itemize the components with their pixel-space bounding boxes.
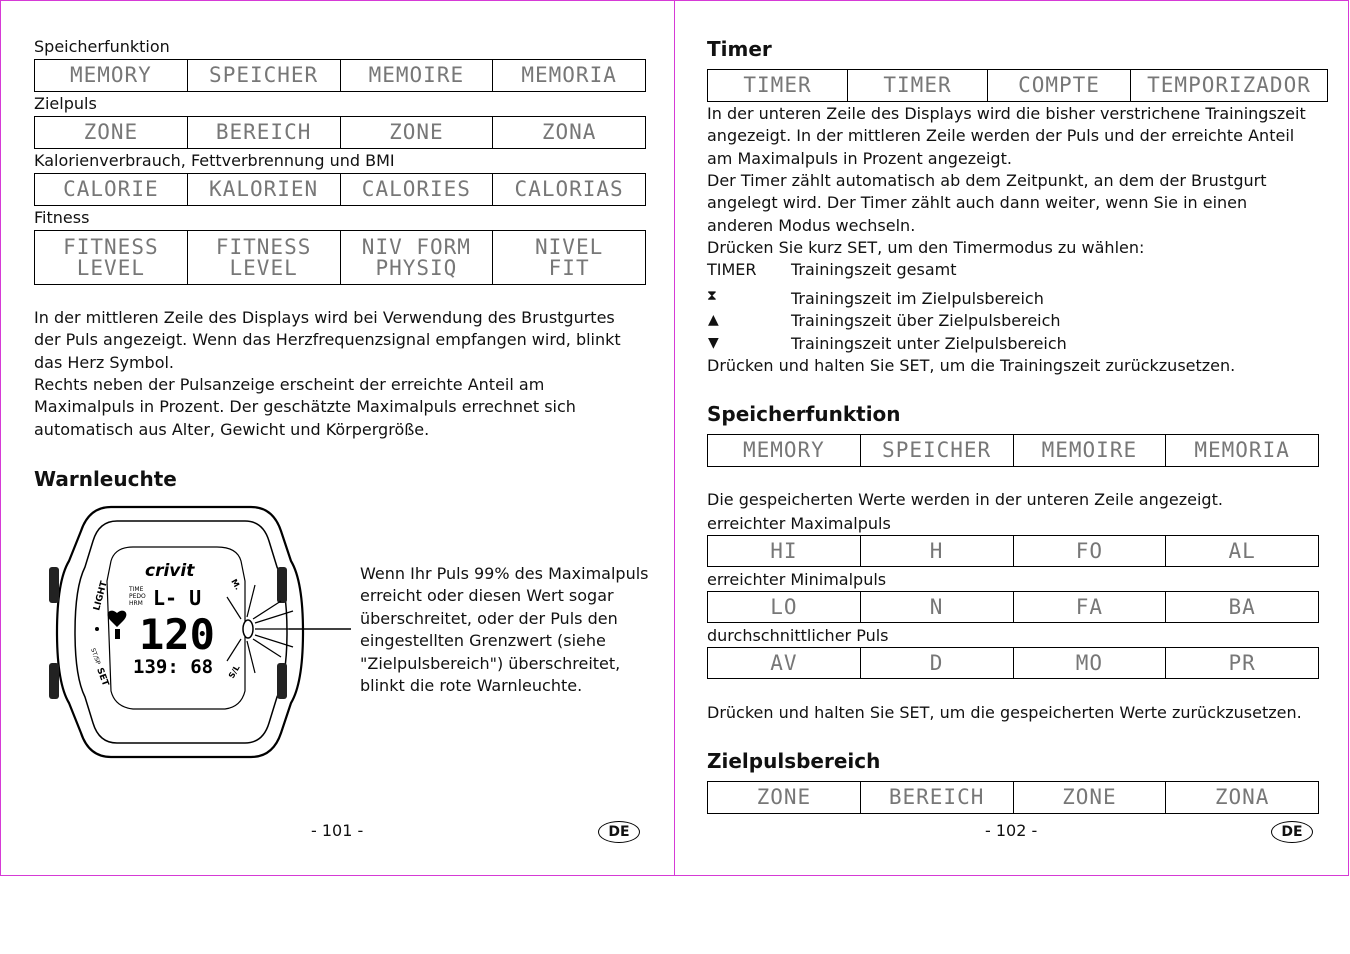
- lcd-cell: CALORIES: [340, 174, 493, 206]
- lcd-cell: MEMOIRE: [340, 60, 493, 92]
- zielpuls-heading: Zielpulsbereich: [707, 749, 881, 773]
- lcd-cell: ZONE: [708, 782, 861, 814]
- lcd-cell: FITNESS LEVEL: [35, 231, 188, 285]
- svg-text:SET: SET: [94, 666, 111, 688]
- svg-text:120: 120: [139, 610, 215, 659]
- min-label: erreichter Minimalpuls: [707, 570, 887, 589]
- triangle-down-icon: ▼: [708, 335, 719, 351]
- lcd-cell: MEMORIA: [1166, 435, 1319, 467]
- zielpuls-label: Zielpuls: [34, 94, 97, 113]
- speicher-reset-text: Drücken und halten Sie SET, um die gespeicherten Werte zurückzusetzen.: [707, 703, 1302, 722]
- avg-table: [707, 647, 1319, 679]
- fitness-table: [34, 230, 646, 285]
- left-page: [0, 0, 675, 876]
- timer-mode-desc: Trainingszeit unter Zielpulsbereich: [791, 334, 1067, 353]
- lcd-cell: AV: [708, 648, 861, 679]
- lcd-cell: ZONE: [340, 117, 493, 149]
- svg-text:ST/SP: ST/SP: [89, 647, 102, 666]
- lcd-cell: HI: [708, 536, 861, 567]
- lcd-cell: KALORIEN: [187, 174, 340, 206]
- timer-paragraph-3: Drücken Sie kurz SET, um den Timermodus zu wählen:: [707, 238, 1145, 257]
- language-badge: DE: [598, 821, 640, 843]
- paragraph-maximalpuls: Rechts neben der Pulsanzeige erscheint der erreichte Anteil am Maximalpuls in Prozent. Der geschätzte Maximalpuls errechnet sich automatisch aus Alter, Gewicht und Körpergröße.: [34, 375, 576, 439]
- lcd-cell: TIMER: [848, 70, 988, 102]
- speicher-paragraph: Die gespeicherten Werte werden in der unteren Zeile angezeigt.: [707, 490, 1223, 509]
- timer-mode-desc: Trainingszeit über Zielpulsbereich: [791, 311, 1061, 330]
- lcd-cell: PR: [1166, 648, 1319, 679]
- set-button-shape: [49, 663, 59, 699]
- warnleuchte-text: Wenn Ihr Puls 99% des Maximalpuls erreicht oder diesen Wert sogar überschreitet, oder der Puls den eingestellten Grenzwert (siehe "Zielpulsbereich") überschreitet, blinkt die rote Warnleuchte.: [360, 564, 649, 696]
- triangle-up-icon: ▲: [708, 312, 719, 328]
- kalorien-table: [34, 173, 646, 206]
- lcd-cell: CALORIAS: [493, 174, 646, 206]
- speicher-label: Speicherfunktion: [34, 37, 170, 56]
- mode-button-shape: [277, 567, 287, 603]
- lcd-cell: FITNESS LEVEL: [187, 231, 340, 285]
- lcd-cell: ZONE: [1013, 782, 1166, 814]
- timer-paragraph-2: Der Timer zählt automatisch ab dem Zeitpunkt, an dem der Brustgurt angelegt wird. Der Timer zählt auch dann weiter, wenn Sie in einen anderen Modus wechseln.: [707, 171, 1267, 235]
- lcd-cell: MEMOIRE: [1013, 435, 1166, 467]
- lcd-cell: TIMER: [708, 70, 848, 102]
- lcd-cell: NIVEL FIT: [493, 231, 646, 285]
- brand-logo: crivit: [145, 561, 195, 581]
- lcd-cell: BEREICH: [860, 782, 1013, 814]
- timer-table: [707, 69, 1328, 102]
- svg-text:139: 68: 139: 68: [133, 656, 214, 678]
- lcd-cell: LO: [708, 592, 861, 623]
- lcd-cell: MEMORY: [35, 60, 188, 92]
- zielpuls-table: [34, 116, 646, 149]
- svg-text:LIGHT: LIGHT: [92, 580, 110, 612]
- lcd-cell: NIV FORM PHYSIQ: [340, 231, 493, 285]
- lcd-cell: H: [860, 536, 1013, 567]
- avg-label: durchschnittlicher Puls: [707, 626, 889, 645]
- min-table: [707, 591, 1319, 623]
- lcd-cell: SPEICHER: [187, 60, 340, 92]
- kalorien-label: Kalorienverbrauch, Fettverbrennung und BMI: [34, 151, 395, 170]
- watch-illustration: [41, 501, 353, 763]
- max-table: [707, 535, 1319, 567]
- max-label: erreichter Maximalpuls: [707, 514, 891, 533]
- lcd-cell: ZONA: [493, 117, 646, 149]
- paragraph-puls: In der mittleren Zeile des Displays wird bei Verwendung des Brustgurtes der Puls angezeigt. Wenn das Herzfrequenzsignal empfangen wird, blinkt das Herz Symbol.: [34, 308, 621, 372]
- svg-text:L- U: L- U: [153, 586, 202, 610]
- lcd-cell: N: [860, 592, 1013, 623]
- timer-mode-key: TIMER: [707, 260, 757, 279]
- lcd-cell: MEMORY: [708, 435, 861, 467]
- fitness-label: Fitness: [34, 208, 90, 227]
- lcd-cell: FA: [1013, 592, 1166, 623]
- speicher-table: [34, 59, 646, 92]
- svg-text:PEDO: PEDO: [129, 593, 146, 600]
- lcd-cell: MO: [1013, 648, 1166, 679]
- lcd-cell: TEMPORIZADOR: [1131, 70, 1328, 102]
- lcd-cell: SPEICHER: [860, 435, 1013, 467]
- language-badge: DE: [1271, 821, 1313, 843]
- lcd-cell: BA: [1166, 592, 1319, 623]
- lcd-cell: CALORIE: [35, 174, 188, 206]
- speicher-table: [707, 434, 1319, 467]
- timer-mode-desc: Trainingszeit gesamt: [791, 260, 957, 279]
- heart-icon: [108, 611, 127, 627]
- timer-heading: Timer: [707, 37, 772, 61]
- svg-text:S/L: S/L: [226, 663, 242, 680]
- timer-mode-desc: Trainingszeit im Zielpulsbereich: [791, 289, 1044, 308]
- speicher-heading: Speicherfunktion: [707, 402, 901, 426]
- lcd-cell: COMPTE: [988, 70, 1131, 102]
- svg-text:TIME: TIME: [129, 586, 144, 593]
- lcd-cell: D: [860, 648, 1013, 679]
- hourglass-icon: ⧗: [707, 288, 717, 304]
- lcd-cell: ZONE: [35, 117, 188, 149]
- timer-reset-text: Drücken und halten Sie SET, um die Trainingszeit zurückzusetzen.: [707, 356, 1236, 375]
- zielpuls-table: [707, 781, 1319, 814]
- svg-text:HRM: HRM: [129, 600, 143, 607]
- lcd-cell: FO: [1013, 536, 1166, 567]
- page-number: - 101 -: [311, 821, 364, 840]
- page-number: - 102 -: [985, 821, 1038, 840]
- lcd-cell: AL: [1166, 536, 1319, 567]
- lcd-cell: ZONA: [1166, 782, 1319, 814]
- light-button-shape: [49, 567, 59, 603]
- svg-text:M.: M.: [229, 577, 243, 592]
- sl-button-shape: [277, 663, 287, 699]
- timer-paragraph-1: In der unteren Zeile des Displays wird die bisher verstrichene Trainingszeit angezeigt. In der mittleren Zeile werden der Puls und der erreichte Anteil am Maximalpuls in Prozent angezeigt.: [707, 104, 1306, 168]
- right-page: [675, 0, 1349, 876]
- lcd-cell: BEREICH: [187, 117, 340, 149]
- warnleuchte-heading: Warnleuchte: [34, 467, 177, 491]
- lcd-cell: MEMORIA: [493, 60, 646, 92]
